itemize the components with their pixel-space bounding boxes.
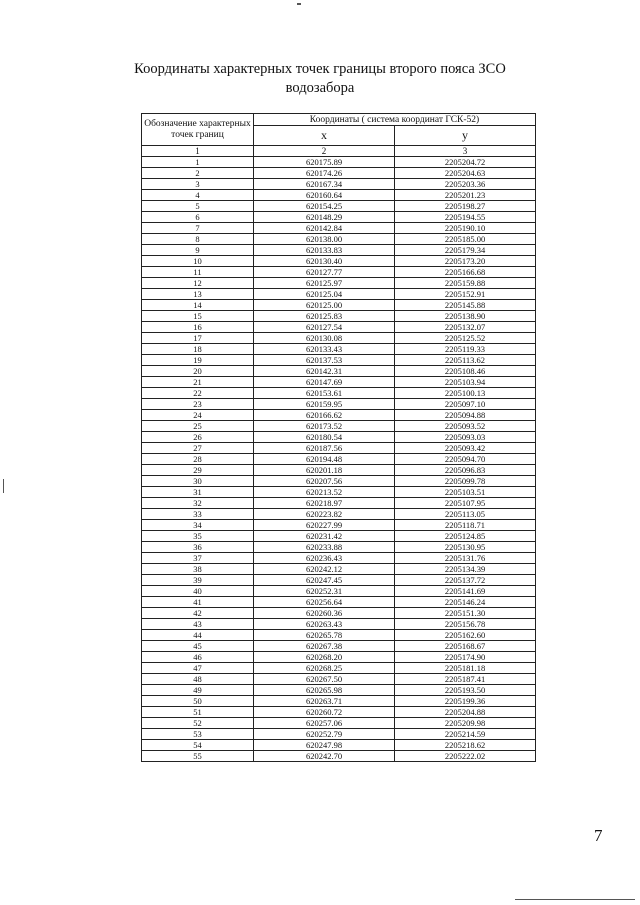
column-number-2: 2 — [254, 146, 395, 157]
table-row — [142, 421, 536, 432]
table-row — [142, 630, 536, 641]
table-row — [142, 520, 536, 531]
table-row — [142, 344, 536, 355]
point-number-cell: 42 — [142, 608, 254, 619]
point-number-cell: 13 — [142, 289, 254, 300]
table-row — [142, 443, 536, 454]
x-coordinate-cell: 620154.25 — [254, 201, 395, 212]
point-number-cell: 53 — [142, 729, 254, 740]
y-coordinate-cell: 2205134.39 — [395, 564, 536, 575]
y-coordinate-cell: 2205119.33 — [395, 344, 536, 355]
x-coordinate-cell: 620148.29 — [254, 212, 395, 223]
point-number-cell: 38 — [142, 564, 254, 575]
point-number-cell: 3 — [142, 179, 254, 190]
y-coordinate-cell: 2205214.59 — [395, 729, 536, 740]
y-coordinate-cell: 2205132.07 — [395, 322, 536, 333]
x-coordinate-cell: 620268.20 — [254, 652, 395, 663]
x-coordinate-cell: 620180.54 — [254, 432, 395, 443]
x-coordinate-cell: 620194.48 — [254, 454, 395, 465]
table-row — [142, 410, 536, 421]
y-coordinate-cell: 2205108.46 — [395, 366, 536, 377]
point-number-cell: 50 — [142, 696, 254, 707]
x-coordinate-cell: 620127.54 — [254, 322, 395, 333]
y-coordinate-cell: 2205209.98 — [395, 718, 536, 729]
y-coordinate-cell: 2205190.10 — [395, 223, 536, 234]
x-coordinate-cell: 620142.84 — [254, 223, 395, 234]
table-row — [142, 751, 536, 762]
x-coordinate-cell: 620133.43 — [254, 344, 395, 355]
x-coordinate-cell: 620265.98 — [254, 685, 395, 696]
x-coordinate-cell: 620138.00 — [254, 234, 395, 245]
y-coordinate-cell: 2205194.55 — [395, 212, 536, 223]
x-coordinate-cell: 620242.70 — [254, 751, 395, 762]
point-number-cell: 35 — [142, 531, 254, 542]
scan-mark — [3, 479, 4, 493]
x-coordinate-cell: 620233.88 — [254, 542, 395, 553]
point-number-cell: 55 — [142, 751, 254, 762]
y-coordinate-cell: 2205185.00 — [395, 234, 536, 245]
point-number-cell: 14 — [142, 300, 254, 311]
y-coordinate-cell: 2205100.13 — [395, 388, 536, 399]
x-coordinate-cell: 620267.38 — [254, 641, 395, 652]
x-coordinate-cell: 620242.12 — [254, 564, 395, 575]
column-number-3: 3 — [395, 146, 536, 157]
x-coordinate-cell: 620247.45 — [254, 575, 395, 586]
page-title-line-2: водозабора — [285, 80, 355, 96]
x-coordinate-cell: 620227.99 — [254, 520, 395, 531]
point-number-cell: 29 — [142, 465, 254, 476]
x-coordinate-cell: 620231.42 — [254, 531, 395, 542]
y-coordinate-cell: 2205093.52 — [395, 421, 536, 432]
x-coordinate-cell: 620252.79 — [254, 729, 395, 740]
table-row — [142, 377, 536, 388]
x-coordinate-cell: 620125.97 — [254, 278, 395, 289]
point-number-cell: 25 — [142, 421, 254, 432]
y-coordinate-cell: 2205204.72 — [395, 157, 536, 168]
page-title-line-1: Координаты характерных точек границы второго пояса ЗСО — [134, 61, 506, 77]
x-coordinate-cell: 620218.97 — [254, 498, 395, 509]
table-row — [142, 432, 536, 443]
point-number-cell: 37 — [142, 553, 254, 564]
table-row — [142, 454, 536, 465]
point-number-cell: 16 — [142, 322, 254, 333]
table-row — [142, 718, 536, 729]
x-coordinate-cell: 620130.08 — [254, 333, 395, 344]
x-coordinate-cell: 620173.52 — [254, 421, 395, 432]
coordinates-table — [141, 113, 536, 762]
point-number-cell: 47 — [142, 663, 254, 674]
point-number-cell: 4 — [142, 190, 254, 201]
point-number-cell: 24 — [142, 410, 254, 421]
y-coordinate-cell: 2205193.50 — [395, 685, 536, 696]
y-coordinate-cell: 2205201.23 — [395, 190, 536, 201]
table-row — [142, 509, 536, 520]
y-coordinate-cell: 2205173.20 — [395, 256, 536, 267]
table-row — [142, 212, 536, 223]
point-number-cell: 20 — [142, 366, 254, 377]
table-row — [142, 168, 536, 179]
designation-header: Обозначение характерных точек границ — [142, 114, 254, 146]
point-number-cell: 30 — [142, 476, 254, 487]
y-coordinate-cell: 2205124.85 — [395, 531, 536, 542]
table-row — [142, 267, 536, 278]
table-row — [142, 652, 536, 663]
point-number-cell: 43 — [142, 619, 254, 630]
point-number-cell: 15 — [142, 311, 254, 322]
y-header: у — [395, 126, 536, 146]
table-row — [142, 355, 536, 366]
y-coordinate-cell: 2205094.88 — [395, 410, 536, 421]
y-coordinate-cell: 2205097.10 — [395, 399, 536, 410]
table-row — [142, 256, 536, 267]
table-row — [142, 322, 536, 333]
table-row — [142, 597, 536, 608]
x-coordinate-cell: 620125.00 — [254, 300, 395, 311]
table-row — [142, 487, 536, 498]
y-coordinate-cell: 2205118.71 — [395, 520, 536, 531]
x-coordinate-cell: 620260.72 — [254, 707, 395, 718]
y-coordinate-cell: 2205198.27 — [395, 201, 536, 212]
table-row — [142, 223, 536, 234]
point-number-cell: 34 — [142, 520, 254, 531]
table-row — [142, 608, 536, 619]
scan-mark — [515, 899, 635, 900]
point-number-cell: 32 — [142, 498, 254, 509]
table-row — [142, 498, 536, 509]
y-coordinate-cell: 2205181.18 — [395, 663, 536, 674]
x-coordinate-cell: 620133.83 — [254, 245, 395, 256]
table-row — [142, 179, 536, 190]
table-row — [142, 553, 536, 564]
table-row — [142, 663, 536, 674]
point-number-cell: 5 — [142, 201, 254, 212]
table-row — [142, 190, 536, 201]
y-coordinate-cell: 2205145.88 — [395, 300, 536, 311]
table-row — [142, 157, 536, 168]
table-row — [142, 399, 536, 410]
table-row — [142, 289, 536, 300]
table-row — [142, 564, 536, 575]
y-coordinate-cell: 2205096.83 — [395, 465, 536, 476]
table-row — [142, 300, 536, 311]
x-coordinate-cell: 620159.95 — [254, 399, 395, 410]
table-row — [142, 575, 536, 586]
point-number-cell: 36 — [142, 542, 254, 553]
x-coordinate-cell: 620201.18 — [254, 465, 395, 476]
table-row — [142, 740, 536, 751]
point-number-cell: 41 — [142, 597, 254, 608]
table-row — [142, 245, 536, 256]
point-number-cell: 51 — [142, 707, 254, 718]
y-coordinate-cell: 2205131.76 — [395, 553, 536, 564]
table-row — [142, 465, 536, 476]
point-number-cell: 33 — [142, 509, 254, 520]
x-coordinate-cell: 620147.69 — [254, 377, 395, 388]
x-coordinate-cell: 620268.25 — [254, 663, 395, 674]
table-row — [142, 311, 536, 322]
x-coordinate-cell: 620265.78 — [254, 630, 395, 641]
point-number-cell: 11 — [142, 267, 254, 278]
point-number-cell: 19 — [142, 355, 254, 366]
y-coordinate-cell: 2205093.03 — [395, 432, 536, 443]
point-number-cell: 2 — [142, 168, 254, 179]
x-coordinate-cell: 620130.40 — [254, 256, 395, 267]
y-coordinate-cell: 2205103.51 — [395, 487, 536, 498]
y-coordinate-cell: 2205107.95 — [395, 498, 536, 509]
x-coordinate-cell: 620263.43 — [254, 619, 395, 630]
table-row — [142, 333, 536, 344]
y-coordinate-cell: 2205103.94 — [395, 377, 536, 388]
table-row — [142, 619, 536, 630]
x-coordinate-cell: 620207.56 — [254, 476, 395, 487]
y-coordinate-cell: 2205162.60 — [395, 630, 536, 641]
x-coordinate-cell: 620127.77 — [254, 267, 395, 278]
point-number-cell: 23 — [142, 399, 254, 410]
table-row — [142, 707, 536, 718]
y-coordinate-cell: 2205152.91 — [395, 289, 536, 300]
x-coordinate-cell: 620256.64 — [254, 597, 395, 608]
x-coordinate-cell: 620260.36 — [254, 608, 395, 619]
point-number-cell: 27 — [142, 443, 254, 454]
y-coordinate-cell: 2205094.70 — [395, 454, 536, 465]
y-coordinate-cell: 2205199.36 — [395, 696, 536, 707]
table-row — [142, 729, 536, 740]
x-coordinate-cell: 620247.98 — [254, 740, 395, 751]
table-row — [142, 685, 536, 696]
x-coordinate-cell: 620142.31 — [254, 366, 395, 377]
y-coordinate-cell: 2205187.41 — [395, 674, 536, 685]
table-row — [142, 201, 536, 212]
point-number-cell: 6 — [142, 212, 254, 223]
point-number-cell: 9 — [142, 245, 254, 256]
point-number-cell: 21 — [142, 377, 254, 388]
x-coordinate-cell: 620267.50 — [254, 674, 395, 685]
x-coordinate-cell: 620125.04 — [254, 289, 395, 300]
x-coordinate-cell: 620166.62 — [254, 410, 395, 421]
point-number-cell: 1 — [142, 157, 254, 168]
table-row — [142, 278, 536, 289]
table-row — [142, 674, 536, 685]
x-coordinate-cell: 620153.61 — [254, 388, 395, 399]
point-number-cell: 7 — [142, 223, 254, 234]
page-number: 7 — [594, 826, 603, 845]
scan-mark — [297, 3, 301, 5]
x-coordinate-cell: 620160.64 — [254, 190, 395, 201]
y-coordinate-cell: 2205141.69 — [395, 586, 536, 597]
x-coordinate-cell: 620167.34 — [254, 179, 395, 190]
point-number-cell: 45 — [142, 641, 254, 652]
point-number-cell: 48 — [142, 674, 254, 685]
table-row — [142, 696, 536, 707]
y-coordinate-cell: 2205204.63 — [395, 168, 536, 179]
x-coordinate-cell: 620175.89 — [254, 157, 395, 168]
table-row — [142, 586, 536, 597]
point-number-cell: 54 — [142, 740, 254, 751]
y-coordinate-cell: 2205203.36 — [395, 179, 536, 190]
point-number-cell: 52 — [142, 718, 254, 729]
point-number-cell: 17 — [142, 333, 254, 344]
y-coordinate-cell: 2205159.88 — [395, 278, 536, 289]
y-coordinate-cell: 2205138.90 — [395, 311, 536, 322]
point-number-cell: 26 — [142, 432, 254, 443]
x-header: х — [254, 126, 395, 146]
point-number-cell: 28 — [142, 454, 254, 465]
coordinates-header: Координаты ( система координат ГСК-52) — [254, 114, 536, 126]
point-number-cell: 22 — [142, 388, 254, 399]
y-coordinate-cell: 2205146.24 — [395, 597, 536, 608]
x-coordinate-cell: 620174.26 — [254, 168, 395, 179]
y-coordinate-cell: 2205168.67 — [395, 641, 536, 652]
x-coordinate-cell: 620236.43 — [254, 553, 395, 564]
y-coordinate-cell: 2205099.78 — [395, 476, 536, 487]
y-coordinate-cell: 2205166.68 — [395, 267, 536, 278]
y-coordinate-cell: 2205093.42 — [395, 443, 536, 454]
table-row — [142, 641, 536, 652]
point-number-cell: 31 — [142, 487, 254, 498]
table-row — [142, 476, 536, 487]
y-coordinate-cell: 2205222.02 — [395, 751, 536, 762]
y-coordinate-cell: 2205218.62 — [395, 740, 536, 751]
y-coordinate-cell: 2205204.88 — [395, 707, 536, 718]
x-coordinate-cell: 620223.82 — [254, 509, 395, 520]
point-number-cell: 18 — [142, 344, 254, 355]
table-row — [142, 531, 536, 542]
table-row — [142, 388, 536, 399]
y-coordinate-cell: 2205113.62 — [395, 355, 536, 366]
x-coordinate-cell: 620137.53 — [254, 355, 395, 366]
page-title — [0, 60, 640, 98]
x-coordinate-cell: 620252.31 — [254, 586, 395, 597]
y-coordinate-cell: 2205174.90 — [395, 652, 536, 663]
x-coordinate-cell: 620125.83 — [254, 311, 395, 322]
x-coordinate-cell: 620257.06 — [254, 718, 395, 729]
point-number-cell: 40 — [142, 586, 254, 597]
table-row — [142, 366, 536, 377]
y-coordinate-cell: 2205151.30 — [395, 608, 536, 619]
point-number-cell: 44 — [142, 630, 254, 641]
point-number-cell: 46 — [142, 652, 254, 663]
point-number-cell: 39 — [142, 575, 254, 586]
y-coordinate-cell: 2205113.05 — [395, 509, 536, 520]
y-coordinate-cell: 2205137.72 — [395, 575, 536, 586]
y-coordinate-cell: 2205130.95 — [395, 542, 536, 553]
table-row — [142, 542, 536, 553]
y-coordinate-cell: 2205156.78 — [395, 619, 536, 630]
x-coordinate-cell: 620187.56 — [254, 443, 395, 454]
point-number-cell: 12 — [142, 278, 254, 289]
y-coordinate-cell: 2205179.34 — [395, 245, 536, 256]
point-number-cell: 49 — [142, 685, 254, 696]
point-number-cell: 10 — [142, 256, 254, 267]
table-row — [142, 234, 536, 245]
point-number-cell: 8 — [142, 234, 254, 245]
table-body — [142, 157, 536, 762]
y-coordinate-cell: 2205125.52 — [395, 333, 536, 344]
column-number-1: 1 — [142, 146, 254, 157]
x-coordinate-cell: 620263.71 — [254, 696, 395, 707]
x-coordinate-cell: 620213.52 — [254, 487, 395, 498]
